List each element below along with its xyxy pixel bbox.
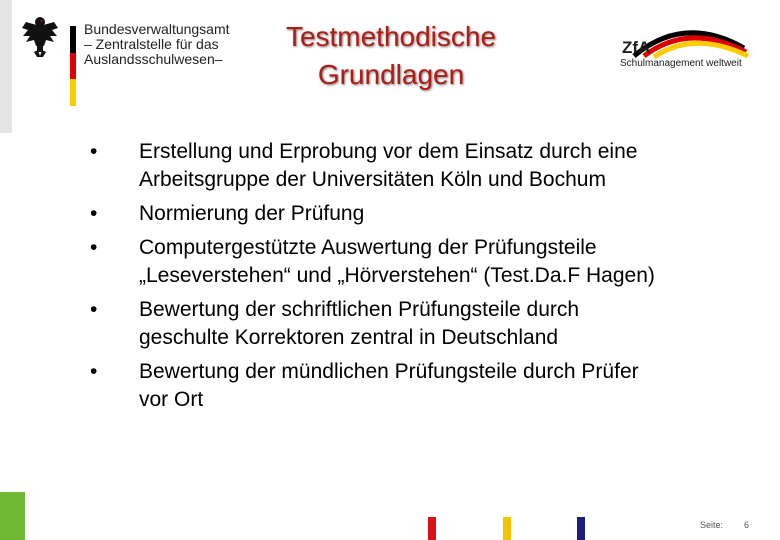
org-line-3: Auslandsschulwesen–: [84, 51, 223, 67]
bullet-text-line: Bewertung der schriftlichen Prüfungsteile durch: [139, 298, 580, 321]
left-decor-strip: [0, 0, 12, 133]
slide-title-line-1: Testmethodische: [285, 21, 497, 52]
bullet-item: [90, 296, 760, 352]
page-number: 6: [744, 520, 750, 530]
bullet-item: [90, 358, 760, 414]
bullet-text-line: Bewertung der mündlichen Prüfungsteile durch Prüfer: [139, 360, 639, 383]
bullet-text-line: Normierung der Prüfung: [139, 202, 365, 225]
bullet-text-line: Erstellung und Erprobung vor dem Einsatz durch eine: [139, 140, 638, 163]
green-corner-accent: [0, 492, 25, 540]
bullet-text-line: Arbeitsgruppe der Universitäten Köln und Bochum: [139, 168, 606, 191]
page-label: Seite:: [700, 520, 724, 530]
bullet-item: [90, 234, 760, 290]
bullet-symbol: •: [90, 140, 98, 163]
bullet-item: [90, 200, 760, 228]
bullet-symbol: •: [90, 298, 98, 321]
org-line-1: Bundesverwaltungsamt: [84, 21, 230, 37]
bullet-symbol: •: [90, 360, 98, 383]
org-name: [84, 22, 230, 67]
bullet-text-line: vor Ort: [139, 388, 204, 411]
bva-logo: [20, 14, 230, 96]
bullet-text-line: „Leseverstehen“ und „Hörverstehen“ (Test.Da.F Hagen): [139, 264, 655, 287]
zfa-mark: ZfA: [622, 38, 651, 57]
bullet-item: [90, 138, 760, 194]
footer-yellow-bar: [503, 517, 511, 540]
slide-title-line-2: Grundlagen: [317, 59, 465, 90]
footer-red-bar: [428, 517, 436, 540]
zfa-subtitle: Schulmanagement weltweit: [620, 58, 742, 69]
footer-blue-bar: [577, 517, 585, 540]
federal-eagle-icon: [20, 14, 60, 58]
bullet-symbol: •: [90, 236, 98, 259]
bullet-symbol: •: [90, 202, 98, 225]
slide-title: [236, 18, 546, 94]
german-flag-bar: [70, 26, 76, 106]
zfa-logo: [614, 20, 754, 72]
org-line-2: – Zentralstelle für das: [84, 36, 219, 52]
flag-black-stripe: [70, 26, 76, 53]
bullet-text-line: Computergestützte Auswertung der Prüfungsteile: [139, 236, 597, 259]
flag-red-stripe: [70, 53, 76, 80]
bullet-text-line: geschulte Korrektoren zentral in Deutschland: [139, 326, 559, 349]
bullet-list: [90, 138, 760, 420]
flag-gold-stripe: [70, 79, 76, 106]
